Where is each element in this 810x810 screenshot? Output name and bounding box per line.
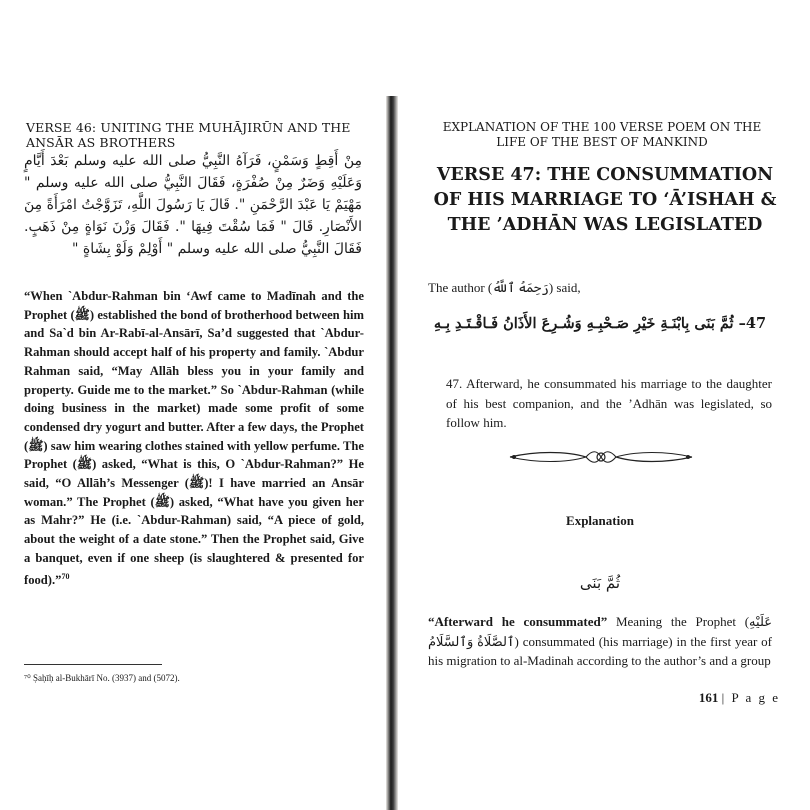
explanation-body [428,612,772,671]
hadith-translation-text: “When `Abdur-Rahman bin ‘Awf came to Madīnah and the Prophet (ﷺ) established the bond of brotherhood between him and Sa`d bin Ar-Rabī-al-Ansārī, Sa’d suggested that `Abdur-Rahman should accept half of his property and family. `Abdur Rahman said, “May Allāh bless you in your family and property. Guide me to the market.” So `Abdur-Rahman (while doing business in the market) made some profit of some condensed dry yogurt and butter. After a few days, the Prophet (ﷺ) saw him wearing clothes stained with yellow perfume. The Prophet (ﷺ) asked, “What is this, O `Abdur-Rahman?” He said, “O Allāh’s Messenger (ﷺ)! I have married an Ansār woman.” The Prophet (ﷺ) asked, “What have you given her as Mahr?” He (i.e. `Abdur-Rahman) said, “A piece of gold, about the weight of a date stone.” Then the Prophet said, Give a banquet, even if one sheep (is slaughtered & presented for food).” [24,289,364,587]
hadith-arabic-text: مِنْ أَقِطٍ وَسَمْنٍ، فَرَآهُ النَّبِيُّ صلى الله عليه وسلم بَعْدَ أَيَّامٍ وَعَلَيْهِ وَضَرٌ مِنْ صُفْرَةٍ، فَقَالَ النَّبِيُّ صلى الله عليه وسلم " مَهْيَمْ يَا عَبْدَ الرَّحْمَنِ ". قَالَ يَا رَسُولَ اللَّهِ، تَزَوَّجْتُ امْرَأَةً مِنَ الأَنْصَارِ. قَالَ " فَمَا سُقْتَ فِيهَا ". فَقَالَ وَزْنَ نَوَاةٍ مِنْ ذَهَبٍ. فَقَالَ النَّبِيُّ صلى الله عليه وسلم " أَوْلِمْ وَلَوْ بِشَاةٍ " [24,153,362,257]
verse-arabic: 47– ثُمَّ بَنَى بِابْنَـةِ خَيْرِ صَـحْبِـهِ وَشُـرِعَ الأَذَانُ فَـاقْـتَـدِ بِـهِ [433,315,767,332]
footnote: ⁷⁰ Ṣaḥīḥ al-Bukhārī No. (3937) and (5072). [24,673,180,683]
hadith-translation [24,287,364,589]
divider-ornament-icon [506,448,696,466]
explanation-lead: “Afterward he consummated” [428,614,608,629]
book-gutter [386,96,398,810]
right-running-header: EXPLANATION OF THE 100 VERSE POEM ON THE LIFE OF THE BEST OF MANKIND [442,120,762,149]
page-number [650,690,780,706]
verse-translation: 47. Afterward, he consummated his marriage to the daughter of his best companion, and the ’Adhān was legislated, so follow him. [446,376,772,430]
explanation-text: Meaning the Prophet (عَلَيْهِ ٱلصَّلَاةُ وَٱلسَّلَامُ) consummated (his marriage) in the first year of his migration to al-Madinah according to the author’s and a group [428,614,772,669]
page-number-value: 161 [698,690,719,705]
left-running-header: VERSE 46: UNITING THE MUHĀJIRŪN AND THE ANSĀR AS BROTHERS [26,120,351,150]
verse-title: VERSE 47: THE CONSUMMATION OF HIS MARRIAGE TO ‘Ā’ISHAH & THE ’ADHĀN WAS LEGISLATED [433,165,777,235]
footnote-reference[interactable]: 70 [61,571,70,581]
explanation-arabic-phrase: ثُمَّ بَنَى [579,574,621,592]
footnote-divider [24,664,162,665]
page-label: | P a g e [721,690,780,705]
author-said-line: The author (رَحِمَهُ ٱللَّهُ) said, [428,280,581,295]
explanation-heading: Explanation [566,513,634,528]
